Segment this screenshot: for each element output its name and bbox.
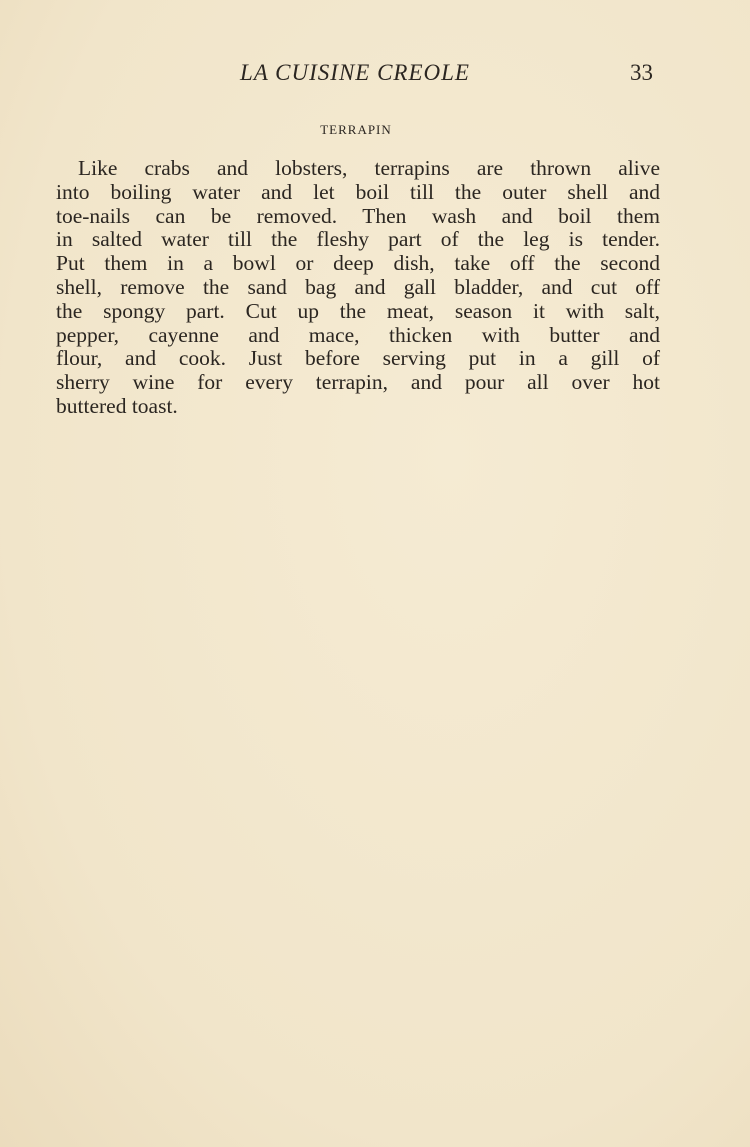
text-line: Put them in a bowl or deep dish, take off the second xyxy=(56,251,660,276)
text-line: pepper, cayenne and mace, thicken with butter and xyxy=(56,322,660,347)
text-line: Like crabs and lobsters, terrapins are thrown alive xyxy=(78,156,660,180)
text-line: toe-nails can be removed. Then wash and boil them xyxy=(56,203,660,228)
text-line: into boiling water and let boil till the outer shell and xyxy=(56,179,660,204)
recipe-paragraph xyxy=(56,157,660,419)
section-title: TERRAPIN xyxy=(320,122,392,137)
text-line: sherry wine for every terrapin, and pour all over hot xyxy=(56,370,660,395)
text-line: flour, and cook. Just before serving put in a gill of xyxy=(56,346,660,371)
text-line: in salted water till the fleshy part of the leg is tender. xyxy=(56,227,660,252)
text-line: the spongy part. Cut up the meat, season it with salt, xyxy=(56,298,660,323)
text-line: shell, remove the sand bag and gall bladder, and cut off xyxy=(56,274,660,299)
page-number: 33 xyxy=(630,60,653,85)
running-head: LA CUISINE CREOLE xyxy=(240,60,470,85)
text-line: buttered toast. xyxy=(56,393,178,418)
